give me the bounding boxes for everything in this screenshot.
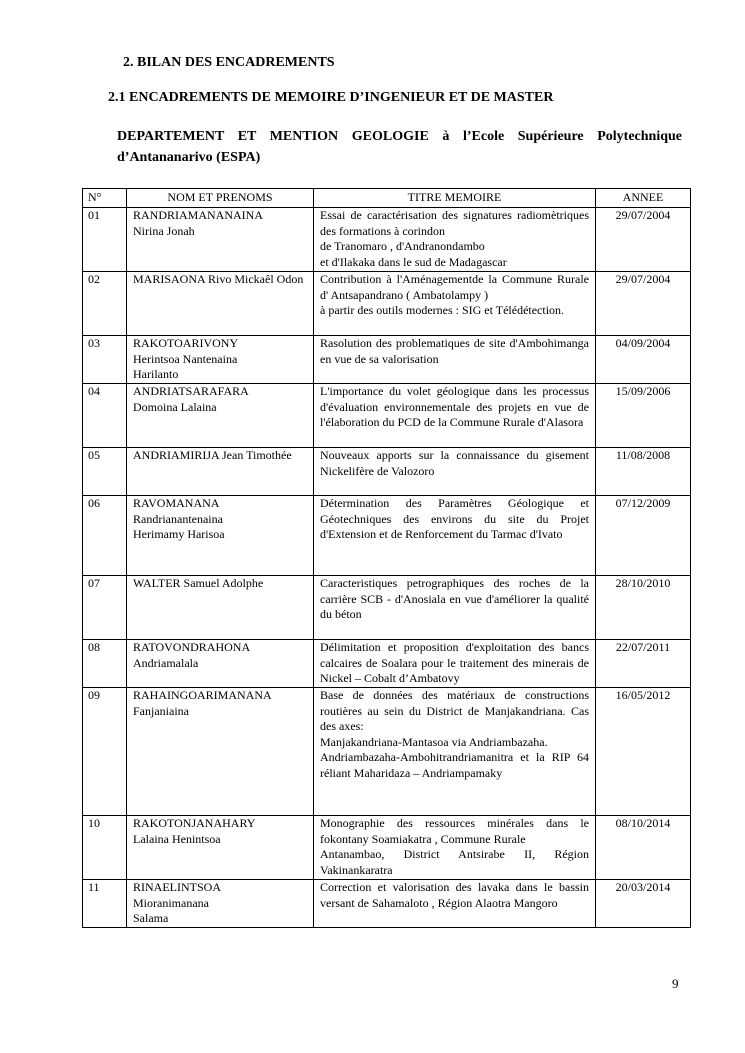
memoir-table <box>82 188 691 928</box>
row-title: Rasolution des problematiques de site d'Ambohimanga en vue de sa valorisation <box>314 336 596 384</box>
row-year: 16/05/2012 <box>596 688 691 816</box>
row-title: Détermination des Paramètres Géologique et Géotechniques des environs du site du Projet d'Extension et de Renforcement du Tarmac d'Ivato <box>314 496 596 576</box>
section-title: 2. BILAN DES ENCADREMENTS <box>123 55 335 70</box>
row-year: 22/07/2011 <box>596 640 691 688</box>
table-row <box>83 384 691 448</box>
row-year: 11/08/2008 <box>596 448 691 496</box>
table-row <box>83 576 691 640</box>
subsection-title: 2.1 ENCADREMENTS DE MEMOIRE D’INGENIEUR ET DE MASTER <box>108 90 554 105</box>
row-name: ANDRIATSARAFARA Domoina Lalaina <box>127 384 314 448</box>
row-name: RATOVONDRAHONA Andriamalala <box>127 640 314 688</box>
row-title: Monographie des ressources minérales dans le fokontany Soamiakatra , Commune Rurale Antanambao, District Antsirabe II, Région Vakinankaratra <box>314 816 596 880</box>
row-number: 05 <box>83 448 127 496</box>
row-title: Correction et valorisation des lavaka dans le bassin versant de Sahamaloto , Région Alaotra Mangoro <box>314 880 596 928</box>
row-number: 03 <box>83 336 127 384</box>
row-title: Délimitation et proposition d'exploitation des bancs calcaires de Soalara pour le traitement des minerais de Nickel – Cobalt d’Ambatovy <box>314 640 596 688</box>
row-title: L'importance du volet géologique dans les processus d'évaluation environnementale des projets en vue de l'élaboration du PCD de la Commune Rurale d'Alasora <box>314 384 596 448</box>
row-name: RAKOTONJANAHARY Lalaina Henintsoa <box>127 816 314 880</box>
row-number: 09 <box>83 688 127 816</box>
table-row <box>83 688 691 816</box>
row-number: 11 <box>83 880 127 928</box>
row-title: Contribution à l'Aménagementde la Commune Rurale d' Antsapandrano ( Ambatolampy ) à partir des outils modernes : SIG et Télédétection. <box>314 272 596 336</box>
header-year: ANNEE <box>596 189 691 208</box>
row-name: RAHAINGOARIMANANA Fanjaniaina <box>127 688 314 816</box>
header-name: NOM ET PRENOMS <box>127 189 314 208</box>
row-year: 08/10/2014 <box>596 816 691 880</box>
page-number: 9 <box>672 976 679 991</box>
row-year: 07/12/2009 <box>596 496 691 576</box>
row-title: Nouveaux apports sur la connaissance du gisement Nickelifère de Valozoro <box>314 448 596 496</box>
table-row <box>83 496 691 576</box>
table-row <box>83 816 691 880</box>
row-year: 28/10/2010 <box>596 576 691 640</box>
row-name: MARISAONA Rivo Mickaêl Odon <box>127 272 314 336</box>
row-title: Caracteristiques petrographiques des roches de la carrière SCB - d'Anosiala en vue d'améliorer la qualité du béton <box>314 576 596 640</box>
row-number: 07 <box>83 576 127 640</box>
header-title: TITRE MEMOIRE <box>314 189 596 208</box>
row-year: 20/03/2014 <box>596 880 691 928</box>
row-year: 29/07/2004 <box>596 272 691 336</box>
row-title: Base de données des matériaux de constructions routières au sein du District de Manjakandriana. Cas des axes: Manjakandriana-Mantasoa via Andriambazaha. Andriambazaha-Ambohitrandriamanitra et la RIP 64 réliant Maharidaza – Andriampamaky <box>314 688 596 816</box>
header-num: N° <box>83 189 127 208</box>
row-number: 06 <box>83 496 127 576</box>
row-name: RAVOMANANA Randrianantenaina Herimamy Harisoa <box>127 496 314 576</box>
table-row <box>83 880 691 928</box>
table-row <box>83 208 691 272</box>
row-year: 04/09/2004 <box>596 336 691 384</box>
table-header-row <box>83 189 691 208</box>
row-name: RINAELINTSOA Mioranimanana Salama <box>127 880 314 928</box>
row-title: Essai de caractérisation des signatures radiomètriques des formations à corindon de Tranomaro , d'Andranondambo et d'Ilakaka dans le sud de Madagascar <box>314 208 596 272</box>
table-row <box>83 272 691 336</box>
table-row <box>83 640 691 688</box>
row-year: 29/07/2004 <box>596 208 691 272</box>
row-number: 01 <box>83 208 127 272</box>
row-number: 10 <box>83 816 127 880</box>
row-number: 04 <box>83 384 127 448</box>
row-number: 08 <box>83 640 127 688</box>
table-row <box>83 336 691 384</box>
row-name: WALTER Samuel Adolphe <box>127 576 314 640</box>
row-number: 02 <box>83 272 127 336</box>
row-year: 15/09/2006 <box>596 384 691 448</box>
row-name: RAKOTOARIVONY Herintsoa Nantenaina Harilanto <box>127 336 314 384</box>
table-row <box>83 448 691 496</box>
row-name: ANDRIAMIRIJA Jean Timothée <box>127 448 314 496</box>
row-name: RANDRIAMANANAINA Nirina Jonah <box>127 208 314 272</box>
department-heading: DEPARTEMENT ET MENTION GEOLOGIE à l’Ecole Supérieure Polytechnique d’Antananarivo (ESPA) <box>117 129 682 165</box>
